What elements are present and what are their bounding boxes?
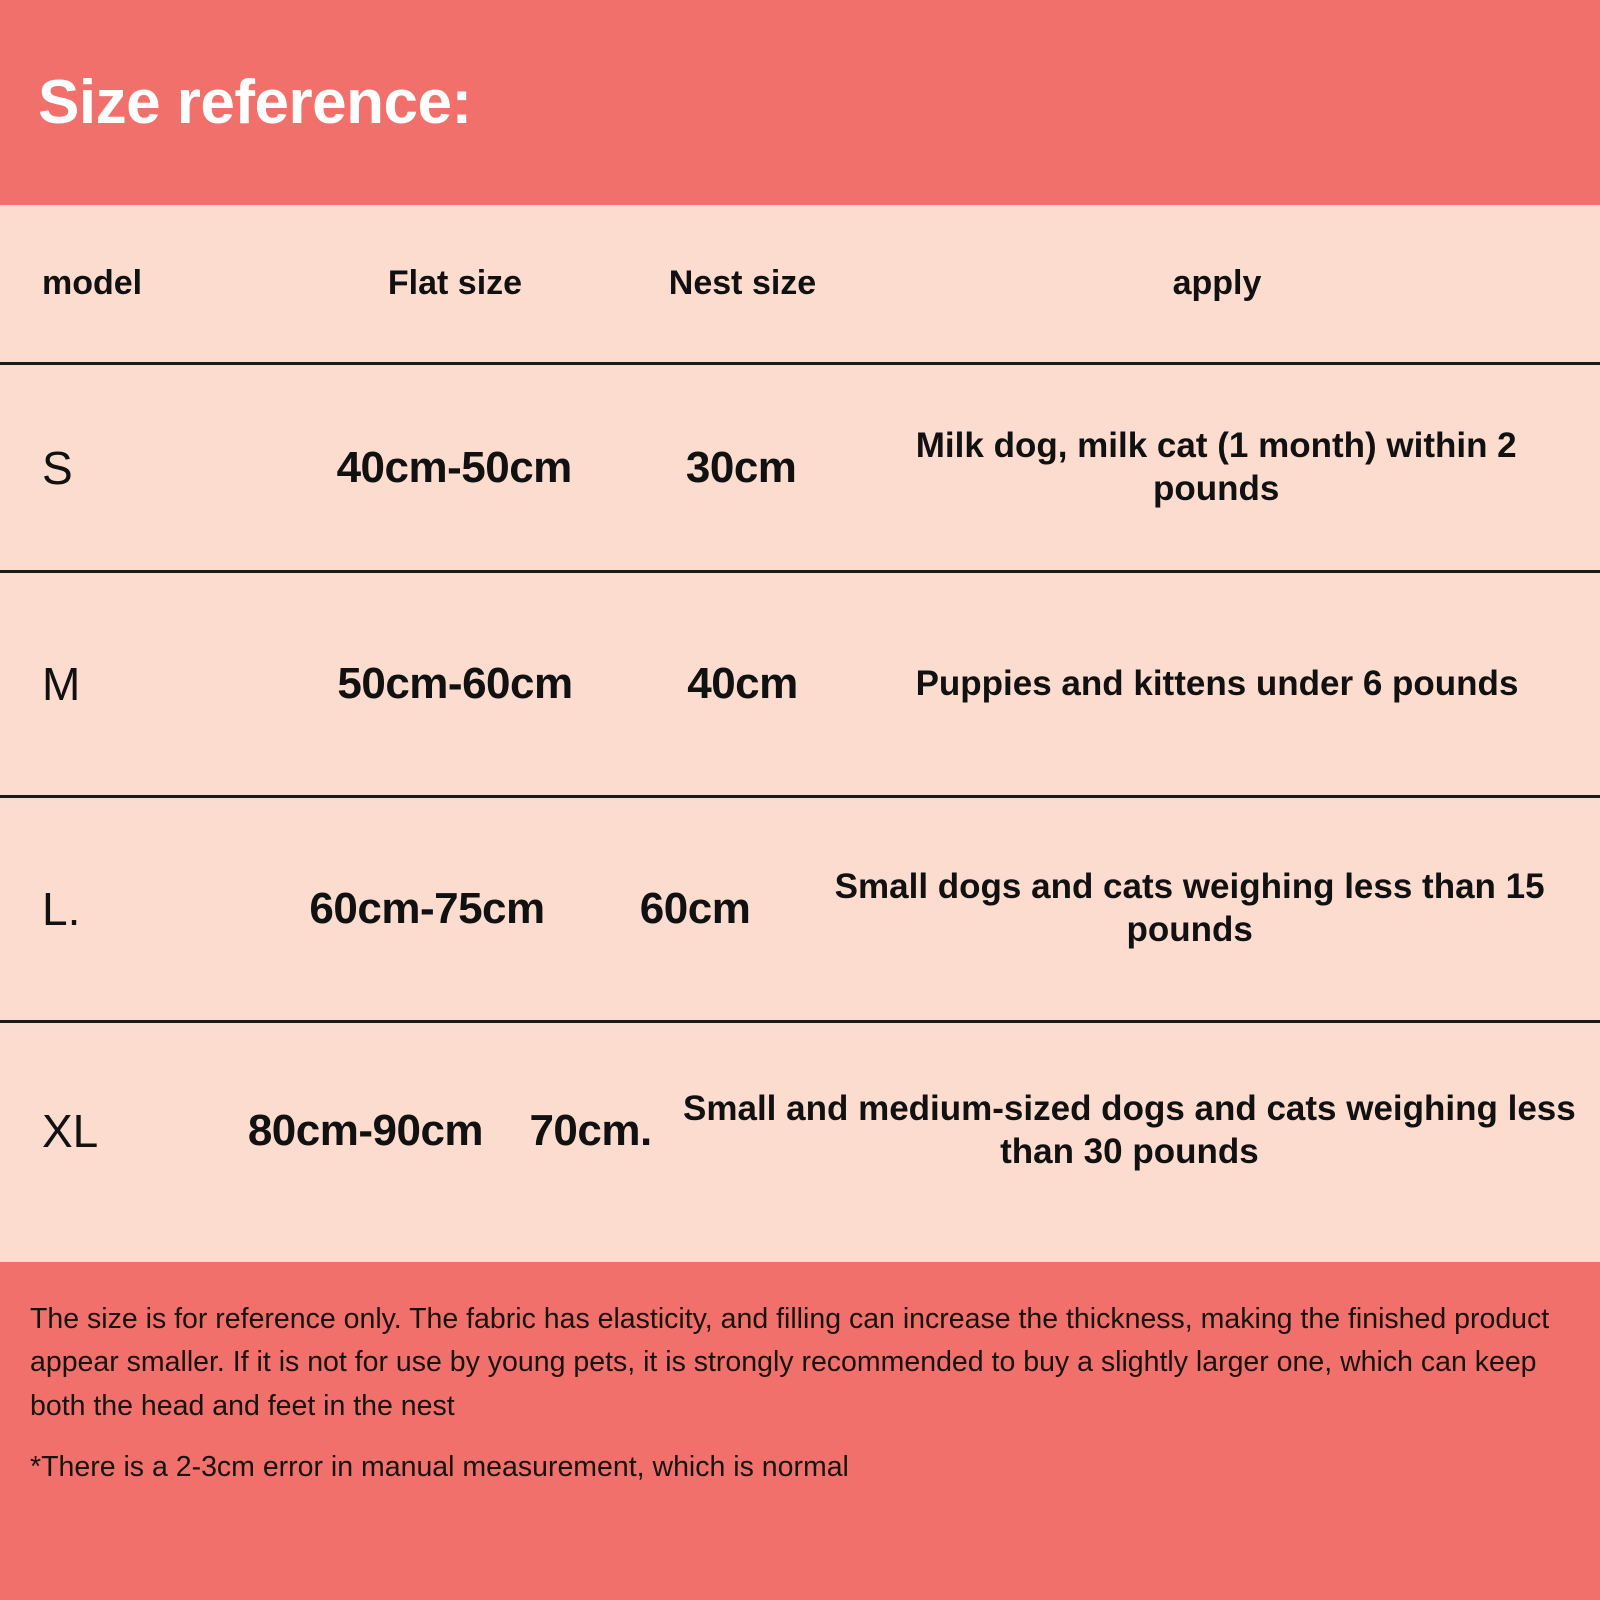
cell-model: S bbox=[42, 441, 73, 494]
cell-nest-size: 70cm. bbox=[529, 1105, 652, 1155]
cell-apply: Small and medium-sized dogs and cats weighing less than 30 pounds bbox=[683, 1088, 1576, 1171]
cell-apply: Small dogs and cats weighing less than 15 pounds bbox=[834, 867, 1545, 949]
cell-nest-size: 60cm bbox=[639, 884, 751, 933]
column-header-nest-size: Nest size bbox=[668, 264, 817, 302]
disclaimer-text: The size is for reference only. The fabric has elasticity, and filling can increase the thickness, making the finished product appear smaller. If it is not for use by young pets, it is strongly recommended to buy a slightly larger one, which can keep both the head and feet in the nest bbox=[30, 1303, 1550, 1422]
cell-model: L. bbox=[42, 883, 81, 935]
column-header-apply: apply bbox=[1172, 264, 1262, 302]
page-title: Size reference: bbox=[38, 67, 472, 137]
cell-flat-size: 60cm-75cm bbox=[309, 884, 545, 933]
cell-flat-size: 80cm-90cm bbox=[247, 1105, 484, 1155]
table-row bbox=[0, 365, 1600, 573]
cell-model: XL bbox=[42, 1104, 99, 1157]
cell-model: M bbox=[42, 658, 81, 710]
measurement-error-text: *There is a 2-3cm error in manual measurement, which is normal bbox=[30, 1450, 849, 1483]
cell-nest-size: 30cm bbox=[685, 442, 797, 492]
table-row bbox=[0, 798, 1600, 1023]
cell-nest-size: 40cm bbox=[687, 659, 798, 708]
footer-note bbox=[0, 1262, 1600, 1600]
column-header-model: model bbox=[42, 264, 143, 302]
column-header-flat-size: Flat size bbox=[387, 264, 523, 302]
header-banner bbox=[0, 0, 1600, 205]
table-row bbox=[0, 1023, 1600, 1238]
cell-apply: Milk dog, milk cat (1 month) within 2 pounds bbox=[915, 425, 1517, 508]
cell-flat-size: 50cm-60cm bbox=[337, 659, 573, 708]
cell-flat-size: 40cm-50cm bbox=[336, 442, 572, 492]
table-row bbox=[0, 573, 1600, 798]
size-table bbox=[0, 205, 1600, 1262]
cell-apply: Puppies and kittens under 6 pounds bbox=[915, 663, 1519, 703]
table-header-row bbox=[0, 205, 1600, 365]
